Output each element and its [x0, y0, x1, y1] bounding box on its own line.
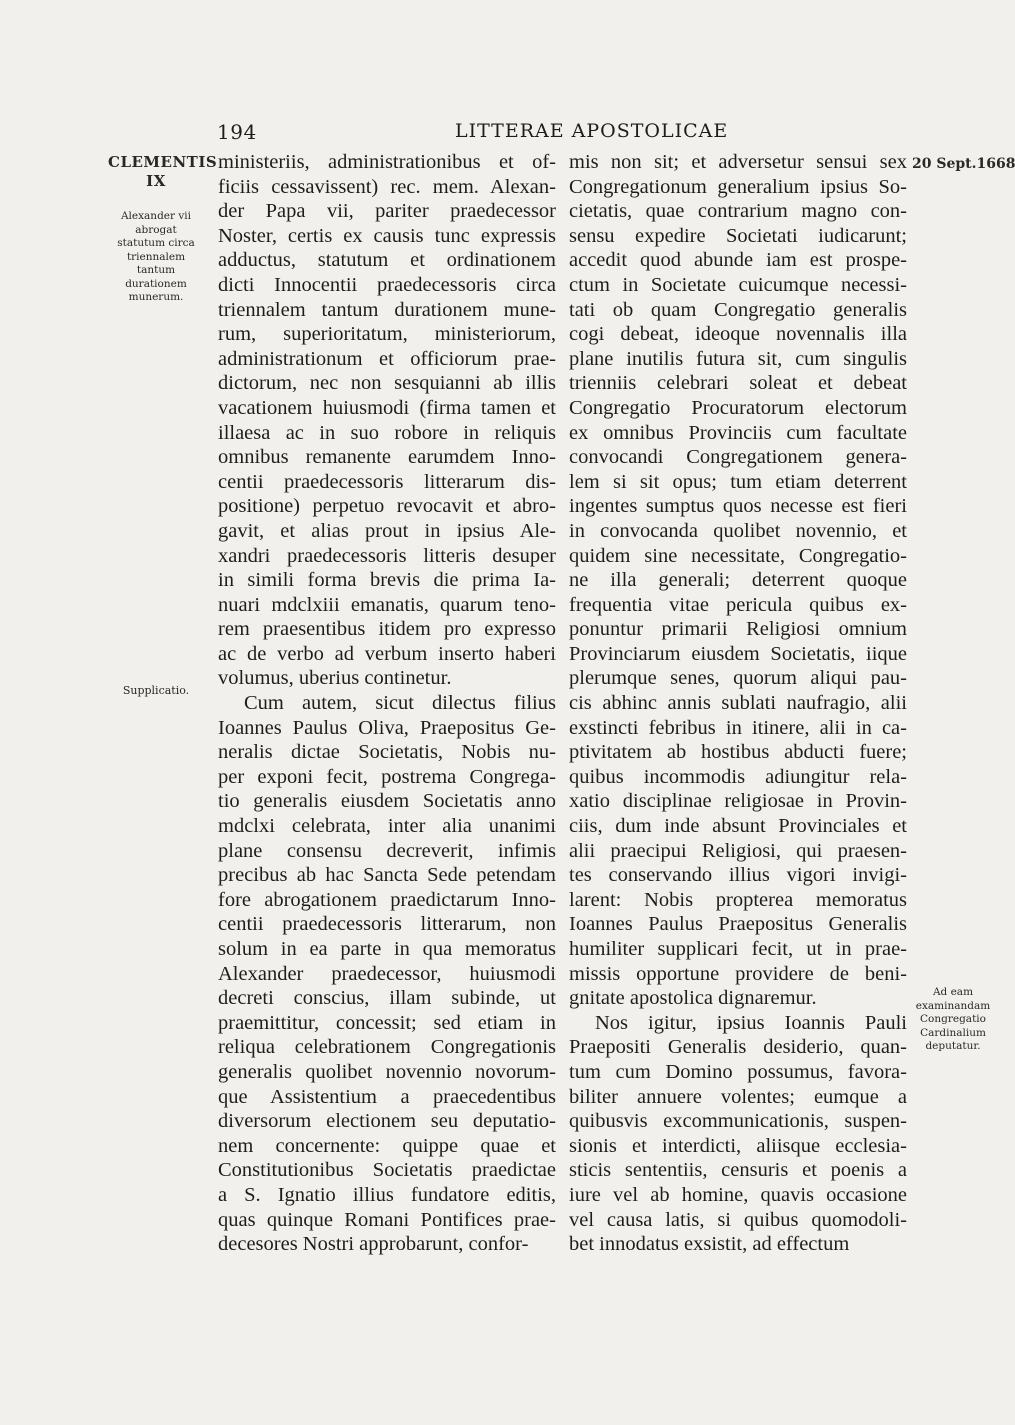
text-line: ministeriis, administrationibus et of- [218, 151, 556, 173]
text-line: cietatis, quae contrarium magno con- [569, 200, 907, 223]
text-line: cis abhinc annis sublati naufragio, alii [569, 692, 907, 715]
text-line: Ioannes Paulus Oliva, Praepositus Ge- [218, 716, 556, 739]
text-line: xatio disciplinae religiosae in Provin- [569, 790, 907, 813]
text-line: Alexander praedecessor, huiusmodi [218, 962, 556, 985]
text-line: nuari mdclxiii emanatis, quarum teno- [218, 593, 556, 616]
text-line: gavit, et alias prout in ipsius Ale- [218, 519, 556, 542]
margin-note-line: durationem [125, 277, 187, 290]
text-line: Ioannes Paulus Praepositus Generalis [569, 913, 907, 936]
text-line: dicti Innocentii praedecessoris circa [218, 273, 556, 296]
text-line: Constitutionibus Societatis praedictae [218, 1159, 556, 1182]
text-line: volumus, uberius continetur. [218, 667, 452, 690]
text-line: centii praedecessoris litterarum dis- [218, 470, 556, 493]
margin-note-line: examinandam [915, 999, 991, 1012]
text-line: bet innodatus exsistit, ad effectum [569, 1233, 850, 1256]
text-line: biliter annuere volentes; eumque a [569, 1085, 907, 1108]
margin-note-line: munerum. [128, 291, 184, 303]
text-line: tum cum Domino possumus, favora- [569, 1060, 907, 1083]
text-line: administrationum et officiorum prae- [218, 347, 556, 370]
text-line: ingentes sumptus quos necesse est fieri [569, 495, 907, 518]
text-line: plerumque senes, quorum aliqui pau- [569, 667, 907, 690]
margin-heading-line: IX [146, 172, 166, 190]
text-line: ne illa generali; deterrent quoque [569, 569, 907, 592]
paragraph [218, 691, 556, 1257]
text-line: que Assistentium a praecedentibus [218, 1085, 556, 1108]
text-line: sticis sententiis, censuris et poenis a [569, 1159, 907, 1182]
margin-note-line: abrogat [135, 223, 177, 236]
text-line: generalis quolibet novennio novorum- [218, 1060, 556, 1083]
running-title: LITTERAE APOSTOLICAE [455, 120, 729, 142]
text-line: der Papa vii, pariter praedecessor [218, 200, 556, 223]
text-line: quas quinque Romani Pontifices prae- [218, 1208, 556, 1231]
margin-date: 20 Sept.1668 [912, 156, 1015, 172]
text-line: nem concernente: quippe quae et [218, 1134, 556, 1157]
text-column-right [569, 150, 907, 1257]
text-line: convocandi Congregationem genera- [569, 446, 907, 469]
text-line: vacationem huiusmodi (firma tamen et [218, 396, 556, 419]
text-line: missis opportune providere de beni- [569, 962, 907, 985]
text-line: in convocanda quolibet novennio, et [569, 519, 907, 542]
text-line: ac de verbo ad verbum inserto haberi [218, 642, 556, 665]
text-line: rum, superioritatum, ministeriorum, [218, 323, 556, 346]
margin-note-line: Ad eam [932, 986, 974, 998]
text-line: ptivitatem ab hostibus abducti fuere; [569, 741, 907, 764]
paragraph [569, 1011, 907, 1257]
text-line: mis non sit; et adversetur sensui sex [569, 151, 907, 173]
text-line: adductus, statutum et ordinationem [218, 249, 556, 272]
text-line: dictorum, nec non sesquianni ab illis [218, 372, 556, 395]
text-line: tio generalis eiusdem Societatis anno [218, 790, 556, 813]
text-line: plane consensu decreverit, infimis [218, 839, 556, 862]
margin-note-alexander [108, 210, 204, 305]
text-line: Nos igitur, ipsius Ioannis Pauli [595, 1011, 907, 1034]
text-line: sionis et interdicti, aliisque ecclesia- [569, 1134, 907, 1157]
text-line: exstincti febribus in itinere, alii in ca- [569, 716, 907, 739]
margin-note-line: tantum [136, 264, 176, 276]
text-line: cogi debeat, ideoque novennalis illa [569, 323, 907, 346]
margin-note-line: deputatur. [925, 1040, 981, 1052]
text-line: plane inutilis futura sit, cum singulis [569, 347, 907, 370]
text-line: gnitate apostolica dignaremur. [569, 987, 817, 1010]
margin-note-supplicatio: Supplicatio. [122, 684, 190, 697]
text-line: positione) perpetuo revocavit et abro- [218, 495, 556, 518]
text-line: ciis, dum inde absunt Provinciales et [569, 815, 907, 838]
margin-note-line: triennalem [126, 250, 186, 263]
text-line: tati ob quam Congregatio generalis [569, 298, 907, 321]
text-line: triennalem tantum durationem mune- [218, 298, 556, 321]
text-line: lem si sit opus; tum etiam deterrent [569, 470, 907, 493]
text-line: rem praesentibus itidem pro expresso [218, 618, 556, 641]
text-line: ponuntur primarii Religiosi omnium [569, 618, 907, 641]
paragraph [218, 150, 556, 691]
text-line: trienniis celebrari soleat et debeat [569, 372, 907, 395]
text-line: per exponi fecit, postrema Congrega- [218, 765, 556, 788]
text-column-left [218, 150, 556, 1257]
paragraph [569, 150, 907, 1011]
margin-note-line: Alexander vii [120, 210, 192, 222]
text-line: vel causa latis, si quibus quomodoli- [569, 1208, 907, 1231]
text-line: frequentia vitae pericula quibus ex- [569, 593, 907, 616]
text-line: quidem sine necessitate, Congregatio- [569, 544, 907, 567]
text-line: quibus incommodis adiungitur rela- [569, 765, 907, 788]
text-line: mdclxi celebrata, inter alia unanimi [218, 815, 556, 838]
text-line: solum in ea parte in qua memoratus [218, 938, 556, 960]
text-line: diversorum electionem seu deputatio- [218, 1110, 556, 1133]
text-line: quibusvis excommunicationis, suspen- [569, 1110, 907, 1133]
text-line: illaesa ac in suo robore in reliquis [218, 421, 556, 444]
text-line: larent: Nobis propterea memoratus [569, 888, 907, 911]
margin-heading-line: CLEMENTIS [108, 153, 218, 171]
text-line: ctum in Societate cuicumque necessi- [569, 273, 907, 296]
text-line: centii praedecessoris litterarum, non [218, 913, 556, 936]
text-line: ex omnibus Provinciis cum facultate [569, 421, 907, 444]
text-line: a S. Ignatio illius fundatore editis, [218, 1183, 556, 1206]
text-line: reliqua celebrationem Congregationis [218, 1036, 556, 1059]
text-line: neralis dictae Societatis, Nobis nu- [218, 741, 556, 764]
text-line: tes conservando illius vigori invigi- [569, 864, 907, 887]
text-line: ficiis cessavissent) rec. mem. Alexan- [218, 175, 556, 198]
text-line: fore abrogationem praedictarum Inno- [218, 888, 556, 911]
margin-note-line: Congregatio [920, 1013, 986, 1025]
text-line: Congregatio Procuratorum electorum [569, 396, 907, 419]
page-number: 194 [217, 120, 257, 144]
text-line: decreti conscius, illam subinde, ut [218, 987, 556, 1010]
text-line: accedit quod abunde iam est prospe- [569, 249, 907, 272]
margin-note-line: statutum circa [117, 237, 195, 249]
margin-note-examinandam [912, 986, 994, 1054]
text-line: humiliter supplicari fecit, ut in prae- [569, 938, 907, 960]
text-line: precibus ab hac Sancta Sede petendam [218, 864, 556, 887]
text-line: Congregationum generalium ipsius So- [569, 175, 907, 198]
text-line: Provinciarum eiusdem Societatis, iique [569, 642, 907, 665]
margin-note-line: Cardinalium [920, 1026, 986, 1039]
text-line: praemittitur, concessit; sed etiam in [218, 1011, 556, 1034]
text-line: xandri praedecessoris litteris desuper [218, 544, 556, 567]
text-line: Praepositi Generalis desiderio, quan- [569, 1036, 907, 1059]
text-line: omnibus remanente earumdem Inno- [218, 446, 556, 469]
text-line: alii praecipui Religiosi, qui praesen- [569, 839, 907, 862]
text-line: sensu expedire Societati iudicarunt; [569, 224, 907, 247]
text-line: Noster, certis ex causis tunc expressis [218, 224, 556, 247]
text-line: iure vel ab homine, quavis occasione [569, 1183, 907, 1206]
text-line: Cum autem, sicut dilectus filius [244, 692, 556, 715]
margin-heading-clementis [108, 153, 218, 191]
text-line: in simili forma brevis die prima Ia- [218, 569, 556, 592]
text-line: decesores Nostri approbarunt, confor- [218, 1233, 529, 1256]
